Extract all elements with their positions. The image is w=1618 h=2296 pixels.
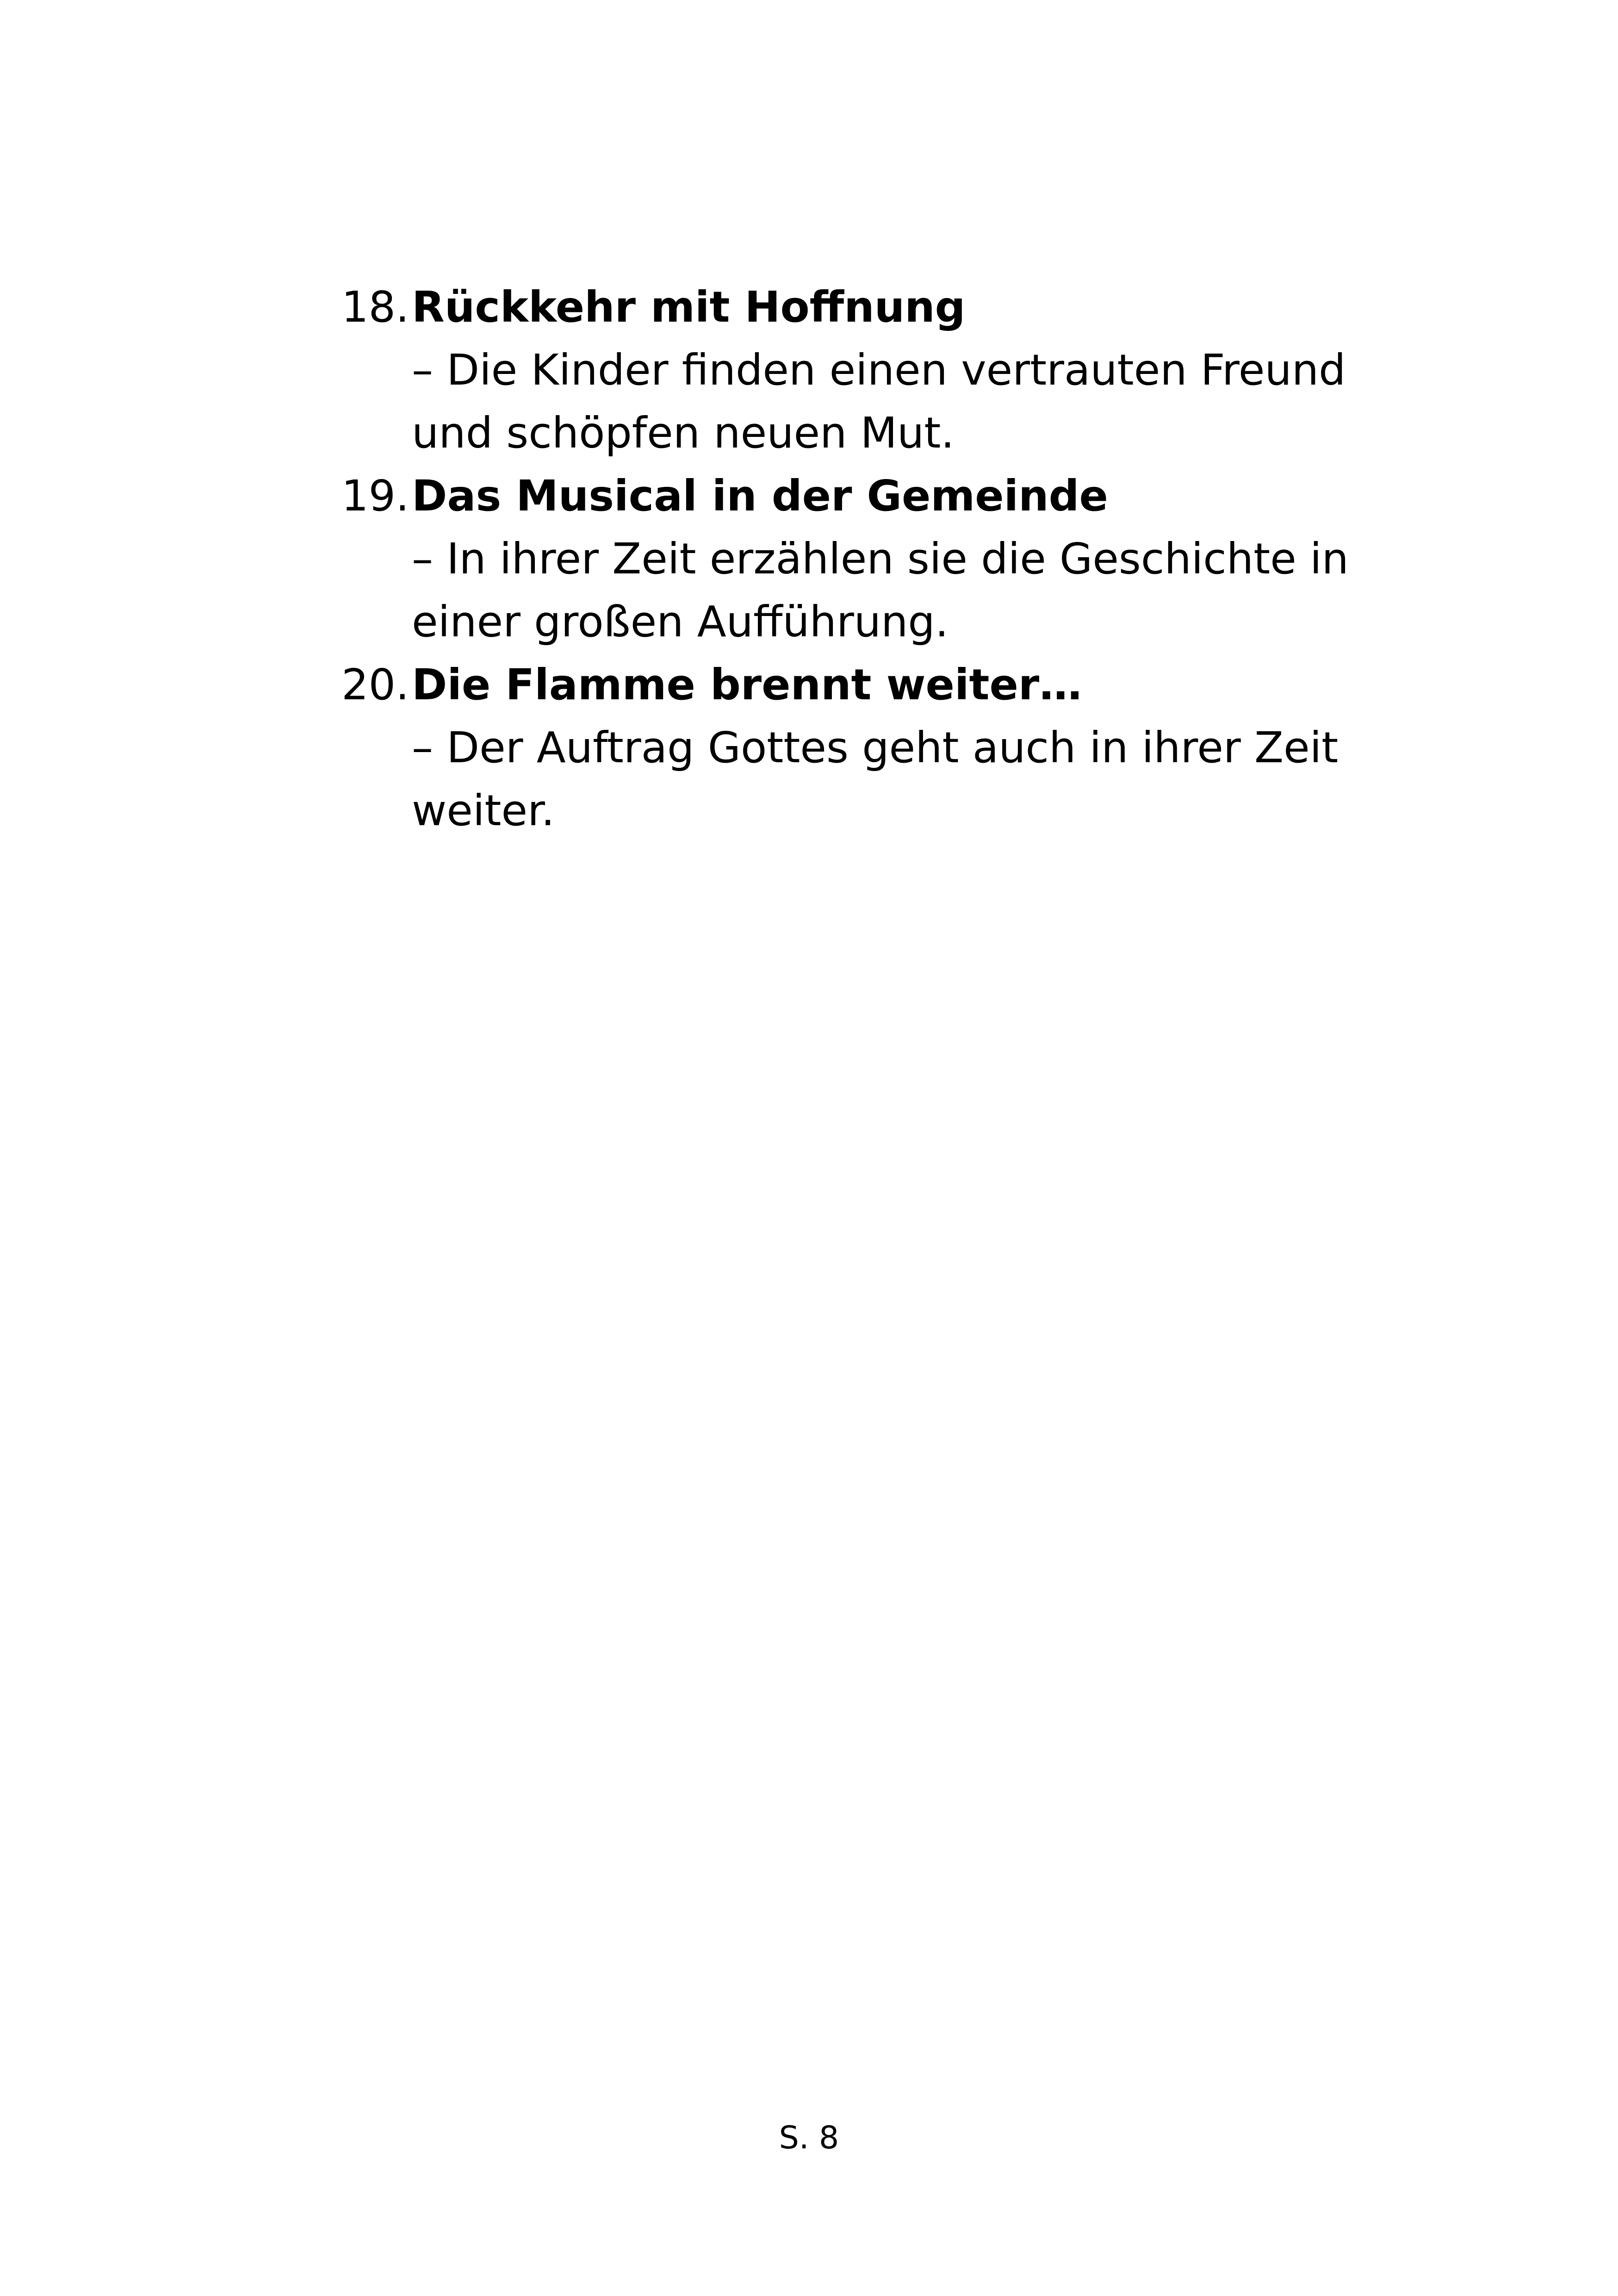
item-description: – Der Auftrag Gottes geht auch in ihrer Zeit weiter. [412,723,1339,835]
item-number: 19. [341,471,409,521]
list-item-18 [341,276,1382,465]
item-number: 18. [341,282,409,332]
page-number: S. 8 [779,2120,839,2156]
item-title: Rückkehr mit Hoffnung [412,282,966,332]
chapter-list [341,276,1382,842]
item-number: 20. [341,660,409,709]
item-description: – In ihrer Zeit erzählen sie die Geschichte in einer großen Aufführung. [412,534,1349,647]
list-item-19 [341,465,1382,653]
item-title: Die Flamme brennt weiter… [412,660,1082,709]
item-description: – Die Kinder finden einen vertrauten Freund und schöpfen neuen Mut. [412,345,1346,458]
list-item-20 [341,653,1382,842]
item-title: Das Musical in der Gemeinde [412,471,1108,521]
